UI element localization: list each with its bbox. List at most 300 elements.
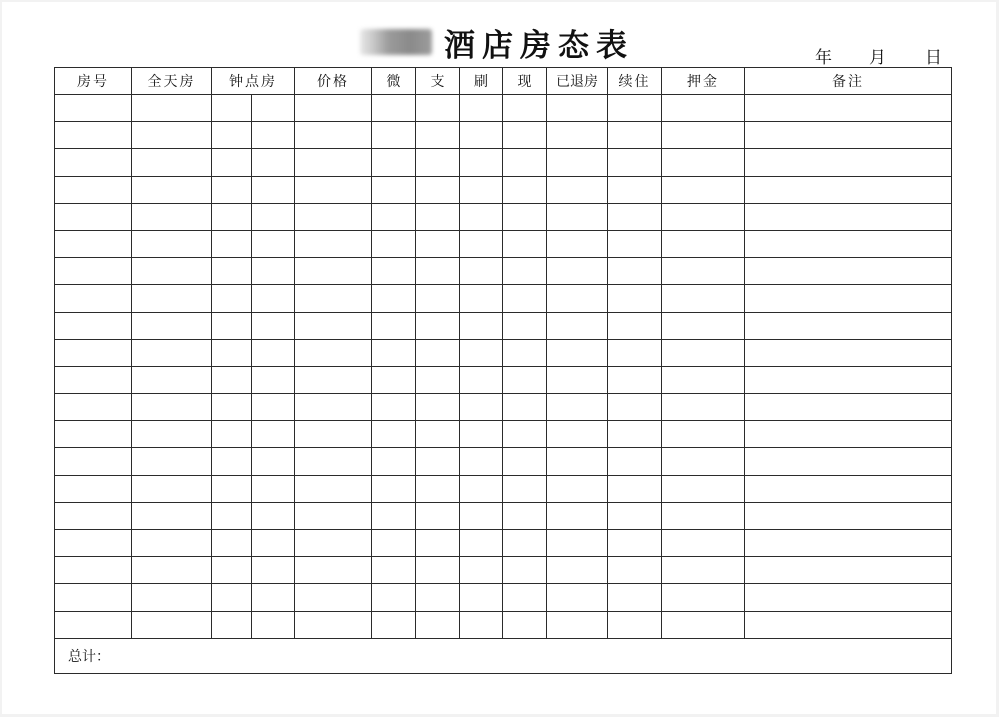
- hourly-cell-b[interactable]: [252, 475, 295, 502]
- hourly-cell-a[interactable]: [212, 394, 252, 421]
- hourly-cell-b[interactable]: [252, 611, 295, 638]
- card-cell[interactable]: [460, 203, 503, 230]
- table-row: [55, 421, 952, 448]
- full-day-cell[interactable]: [132, 530, 212, 557]
- extend-stay-cell[interactable]: [608, 95, 662, 122]
- remarks-cell[interactable]: [745, 584, 952, 611]
- room-number-cell[interactable]: [55, 530, 132, 557]
- extend-stay-cell[interactable]: [608, 394, 662, 421]
- hourly-cell-b[interactable]: [252, 176, 295, 203]
- alipay-cell[interactable]: [416, 258, 460, 285]
- remarks-cell[interactable]: [745, 421, 952, 448]
- extend-stay-cell[interactable]: [608, 230, 662, 257]
- deposit-cell[interactable]: [662, 394, 745, 421]
- hourly-cell-a[interactable]: [212, 339, 252, 366]
- extend-stay-cell[interactable]: [608, 611, 662, 638]
- checked-out-cell[interactable]: [547, 394, 608, 421]
- table-row: [55, 258, 952, 285]
- date-line: [812, 43, 952, 68]
- header-cash: [503, 68, 547, 95]
- deposit-cell[interactable]: [662, 149, 745, 176]
- full-day-cell[interactable]: [132, 203, 212, 230]
- hourly-cell-a[interactable]: [212, 366, 252, 393]
- table-body: [55, 95, 952, 674]
- alipay-cell[interactable]: [416, 448, 460, 475]
- checked-out-cell[interactable]: [547, 448, 608, 475]
- full-day-cell[interactable]: [132, 176, 212, 203]
- hourly-cell-a[interactable]: [212, 312, 252, 339]
- wechat-cell[interactable]: [372, 95, 416, 122]
- deposit-cell[interactable]: [662, 95, 745, 122]
- cash-cell[interactable]: [503, 312, 547, 339]
- hourly-cell-a[interactable]: [212, 584, 252, 611]
- hourly-cell-a[interactable]: [212, 448, 252, 475]
- full-day-cell[interactable]: [132, 394, 212, 421]
- extend-stay-cell[interactable]: [608, 475, 662, 502]
- cash-cell[interactable]: [503, 475, 547, 502]
- alipay-cell[interactable]: [416, 339, 460, 366]
- full-day-cell[interactable]: [132, 611, 212, 638]
- alipay-cell[interactable]: [416, 203, 460, 230]
- extend-stay-cell[interactable]: [608, 122, 662, 149]
- hourly-cell-a[interactable]: [212, 530, 252, 557]
- full-day-cell[interactable]: [132, 285, 212, 312]
- table-row: [55, 230, 952, 257]
- header-price-label: 价格: [317, 74, 349, 90]
- card-cell[interactable]: [460, 285, 503, 312]
- table-row: [55, 557, 952, 584]
- alipay-cell[interactable]: [416, 394, 460, 421]
- full-day-cell[interactable]: [132, 230, 212, 257]
- header-extend-stay-label: 续住: [618, 74, 651, 90]
- hourly-cell-b[interactable]: [252, 312, 295, 339]
- full-day-cell[interactable]: [132, 366, 212, 393]
- checked-out-cell[interactable]: [547, 258, 608, 285]
- deposit-cell[interactable]: [662, 530, 745, 557]
- wechat-cell[interactable]: [372, 230, 416, 257]
- room-number-cell[interactable]: [55, 366, 132, 393]
- card-cell[interactable]: [460, 394, 503, 421]
- room-number-cell[interactable]: [55, 339, 132, 366]
- alipay-cell[interactable]: [416, 149, 460, 176]
- card-cell[interactable]: [460, 230, 503, 257]
- wechat-cell[interactable]: [372, 530, 416, 557]
- price-cell[interactable]: [295, 448, 372, 475]
- room-number-cell[interactable]: [55, 475, 132, 502]
- extend-stay-cell[interactable]: [608, 584, 662, 611]
- price-cell[interactable]: [295, 122, 372, 149]
- hourly-cell-b[interactable]: [252, 95, 295, 122]
- total-label: 总计：: [68, 648, 110, 665]
- checked-out-cell[interactable]: [547, 285, 608, 312]
- title-area: [360, 20, 634, 64]
- hourly-cell-a[interactable]: [212, 611, 252, 638]
- deposit-cell[interactable]: [662, 421, 745, 448]
- price-cell[interactable]: [295, 394, 372, 421]
- date-year-label: 年: [815, 48, 832, 68]
- wechat-cell[interactable]: [372, 149, 416, 176]
- hourly-cell-b[interactable]: [252, 366, 295, 393]
- card-cell[interactable]: [460, 339, 503, 366]
- alipay-cell[interactable]: [416, 95, 460, 122]
- remarks-cell[interactable]: [745, 502, 952, 529]
- full-day-cell[interactable]: [132, 502, 212, 529]
- cash-cell[interactable]: [503, 230, 547, 257]
- extend-stay-cell[interactable]: [608, 530, 662, 557]
- card-cell[interactable]: [460, 584, 503, 611]
- room-status-table: [54, 67, 952, 674]
- room-number-cell[interactable]: [55, 149, 132, 176]
- card-cell[interactable]: [460, 530, 503, 557]
- checked-out-cell[interactable]: [547, 584, 608, 611]
- hourly-cell-a[interactable]: [212, 421, 252, 448]
- total-cell[interactable]: [55, 638, 952, 673]
- card-cell[interactable]: [460, 122, 503, 149]
- table-row: [55, 203, 952, 230]
- header-hourly-room-label: 钟点房: [229, 74, 277, 90]
- full-day-cell[interactable]: [132, 557, 212, 584]
- full-day-cell[interactable]: [132, 95, 212, 122]
- hourly-cell-b[interactable]: [252, 530, 295, 557]
- hourly-cell-b[interactable]: [252, 448, 295, 475]
- checked-out-cell[interactable]: [547, 502, 608, 529]
- remarks-cell[interactable]: [745, 285, 952, 312]
- checked-out-cell[interactable]: [547, 230, 608, 257]
- cash-cell[interactable]: [503, 611, 547, 638]
- cash-cell[interactable]: [503, 203, 547, 230]
- header-alipay-label: 支: [430, 74, 445, 90]
- cash-cell[interactable]: [503, 448, 547, 475]
- hourly-cell-a[interactable]: [212, 258, 252, 285]
- header-remarks-label: 备注: [832, 74, 864, 90]
- price-cell[interactable]: [295, 312, 372, 339]
- table-row: [55, 339, 952, 366]
- room-number-cell[interactable]: [55, 285, 132, 312]
- remarks-cell[interactable]: [745, 611, 952, 638]
- room-number-cell[interactable]: [55, 421, 132, 448]
- table-row: [55, 122, 952, 149]
- price-cell[interactable]: [295, 203, 372, 230]
- deposit-cell[interactable]: [662, 258, 745, 285]
- full-day-cell[interactable]: [132, 339, 212, 366]
- extend-stay-cell[interactable]: [608, 421, 662, 448]
- room-number-cell[interactable]: [55, 230, 132, 257]
- checked-out-cell[interactable]: [547, 312, 608, 339]
- date-month-label: 月: [869, 48, 886, 68]
- alipay-cell[interactable]: [416, 176, 460, 203]
- cash-cell[interactable]: [503, 502, 547, 529]
- deposit-cell[interactable]: [662, 366, 745, 393]
- checked-out-cell[interactable]: [547, 95, 608, 122]
- hourly-cell-b[interactable]: [252, 203, 295, 230]
- cash-cell[interactable]: [503, 176, 547, 203]
- card-cell[interactable]: [460, 421, 503, 448]
- hourly-cell-b[interactable]: [252, 258, 295, 285]
- deposit-cell[interactable]: [662, 285, 745, 312]
- remarks-cell[interactable]: [745, 176, 952, 203]
- hourly-cell-b[interactable]: [252, 557, 295, 584]
- full-day-cell[interactable]: [132, 258, 212, 285]
- hourly-cell-a[interactable]: [212, 203, 252, 230]
- wechat-cell[interactable]: [372, 203, 416, 230]
- header-cash-label: 现: [517, 74, 532, 90]
- full-day-cell[interactable]: [132, 584, 212, 611]
- header-deposit: [662, 68, 745, 95]
- hourly-cell-a[interactable]: [212, 122, 252, 149]
- cash-cell[interactable]: [503, 584, 547, 611]
- price-cell[interactable]: [295, 339, 372, 366]
- checked-out-cell[interactable]: [547, 530, 608, 557]
- alipay-cell[interactable]: [416, 475, 460, 502]
- room-number-cell[interactable]: [55, 394, 132, 421]
- header-room-number-label: 房号: [77, 74, 109, 90]
- cash-cell[interactable]: [503, 421, 547, 448]
- deposit-cell[interactable]: [662, 611, 745, 638]
- wechat-cell[interactable]: [372, 176, 416, 203]
- remarks-cell[interactable]: [745, 557, 952, 584]
- price-cell[interactable]: [295, 530, 372, 557]
- price-cell[interactable]: [295, 611, 372, 638]
- wechat-cell[interactable]: [372, 611, 416, 638]
- checked-out-cell[interactable]: [547, 611, 608, 638]
- alipay-cell[interactable]: [416, 557, 460, 584]
- cash-cell[interactable]: [503, 366, 547, 393]
- remarks-cell[interactable]: [745, 149, 952, 176]
- remarks-cell[interactable]: [745, 95, 952, 122]
- cash-cell[interactable]: [503, 122, 547, 149]
- alipay-cell[interactable]: [416, 502, 460, 529]
- remarks-cell[interactable]: [745, 394, 952, 421]
- card-cell[interactable]: [460, 475, 503, 502]
- hourly-cell-b[interactable]: [252, 149, 295, 176]
- room-number-cell[interactable]: [55, 584, 132, 611]
- remarks-cell[interactable]: [745, 530, 952, 557]
- checked-out-cell[interactable]: [547, 122, 608, 149]
- extend-stay-cell[interactable]: [608, 502, 662, 529]
- price-cell[interactable]: [295, 230, 372, 257]
- deposit-cell[interactable]: [662, 176, 745, 203]
- extend-stay-cell[interactable]: [608, 285, 662, 312]
- checked-out-cell[interactable]: [547, 176, 608, 203]
- alipay-cell[interactable]: [416, 584, 460, 611]
- hourly-cell-b[interactable]: [252, 584, 295, 611]
- cash-cell[interactable]: [503, 394, 547, 421]
- alipay-cell[interactable]: [416, 611, 460, 638]
- wechat-cell[interactable]: [372, 285, 416, 312]
- alipay-cell[interactable]: [416, 530, 460, 557]
- wechat-cell[interactable]: [372, 557, 416, 584]
- deposit-cell[interactable]: [662, 339, 745, 366]
- full-day-cell[interactable]: [132, 312, 212, 339]
- checked-out-cell[interactable]: [547, 421, 608, 448]
- wechat-cell[interactable]: [372, 394, 416, 421]
- room-number-cell[interactable]: [55, 611, 132, 638]
- table-row: [55, 448, 952, 475]
- price-cell[interactable]: [295, 95, 372, 122]
- hourly-cell-a[interactable]: [212, 149, 252, 176]
- card-cell[interactable]: [460, 557, 503, 584]
- card-cell[interactable]: [460, 312, 503, 339]
- wechat-cell[interactable]: [372, 584, 416, 611]
- extend-stay-cell[interactable]: [608, 149, 662, 176]
- deposit-cell[interactable]: [662, 448, 745, 475]
- deposit-cell[interactable]: [662, 584, 745, 611]
- price-cell[interactable]: [295, 475, 372, 502]
- price-cell[interactable]: [295, 176, 372, 203]
- redacted-hotel-name: [360, 29, 432, 55]
- form-title: 酒店房态表: [444, 27, 634, 64]
- date-day-label: 日: [925, 48, 942, 68]
- remarks-cell[interactable]: [745, 122, 952, 149]
- checked-out-cell[interactable]: [547, 557, 608, 584]
- card-cell[interactable]: [460, 176, 503, 203]
- checked-out-cell[interactable]: [547, 339, 608, 366]
- hourly-cell-b[interactable]: [252, 230, 295, 257]
- remarks-cell[interactable]: [745, 312, 952, 339]
- alipay-cell[interactable]: [416, 285, 460, 312]
- alipay-cell[interactable]: [416, 366, 460, 393]
- room-number-cell[interactable]: [55, 95, 132, 122]
- extend-stay-cell[interactable]: [608, 366, 662, 393]
- hourly-cell-a[interactable]: [212, 502, 252, 529]
- card-cell[interactable]: [460, 258, 503, 285]
- price-cell[interactable]: [295, 421, 372, 448]
- full-day-cell[interactable]: [132, 475, 212, 502]
- deposit-cell[interactable]: [662, 502, 745, 529]
- extend-stay-cell[interactable]: [608, 448, 662, 475]
- cash-cell[interactable]: [503, 530, 547, 557]
- hourly-cell-b[interactable]: [252, 502, 295, 529]
- cash-cell[interactable]: [503, 149, 547, 176]
- wechat-cell[interactable]: [372, 366, 416, 393]
- deposit-cell[interactable]: [662, 203, 745, 230]
- wechat-cell[interactable]: [372, 339, 416, 366]
- room-number-cell[interactable]: [55, 122, 132, 149]
- remarks-cell[interactable]: [745, 475, 952, 502]
- price-cell[interactable]: [295, 584, 372, 611]
- extend-stay-cell[interactable]: [608, 557, 662, 584]
- price-cell[interactable]: [295, 149, 372, 176]
- hourly-cell-a[interactable]: [212, 230, 252, 257]
- hourly-cell-b[interactable]: [252, 122, 295, 149]
- full-day-cell[interactable]: [132, 421, 212, 448]
- room-number-cell[interactable]: [55, 557, 132, 584]
- card-cell[interactable]: [460, 448, 503, 475]
- checked-out-cell[interactable]: [547, 366, 608, 393]
- table-row: [55, 366, 952, 393]
- remarks-cell[interactable]: [745, 339, 952, 366]
- extend-stay-cell[interactable]: [608, 176, 662, 203]
- checked-out-cell[interactable]: [547, 475, 608, 502]
- hourly-cell-b[interactable]: [252, 394, 295, 421]
- cash-cell[interactable]: [503, 258, 547, 285]
- price-cell[interactable]: [295, 258, 372, 285]
- remarks-cell[interactable]: [745, 258, 952, 285]
- alipay-cell[interactable]: [416, 122, 460, 149]
- remarks-cell[interactable]: [745, 448, 952, 475]
- extend-stay-cell[interactable]: [608, 339, 662, 366]
- header-deposit-label: 押金: [687, 74, 719, 90]
- header-wechat-label: 微: [386, 74, 401, 90]
- extend-stay-cell[interactable]: [608, 203, 662, 230]
- price-cell[interactable]: [295, 366, 372, 393]
- hourly-cell-a[interactable]: [212, 475, 252, 502]
- extend-stay-cell[interactable]: [608, 312, 662, 339]
- wechat-cell[interactable]: [372, 448, 416, 475]
- table-row: [55, 584, 952, 611]
- wechat-cell[interactable]: [372, 122, 416, 149]
- card-cell[interactable]: [460, 149, 503, 176]
- wechat-cell[interactable]: [372, 502, 416, 529]
- room-number-cell[interactable]: [55, 176, 132, 203]
- deposit-cell[interactable]: [662, 122, 745, 149]
- cash-cell[interactable]: [503, 285, 547, 312]
- table-row: [55, 95, 952, 122]
- checked-out-cell[interactable]: [547, 149, 608, 176]
- remarks-cell[interactable]: [745, 203, 952, 230]
- table-row: [55, 530, 952, 557]
- card-cell[interactable]: [460, 95, 503, 122]
- wechat-cell[interactable]: [372, 258, 416, 285]
- cash-cell[interactable]: [503, 339, 547, 366]
- price-cell[interactable]: [295, 502, 372, 529]
- deposit-cell[interactable]: [662, 312, 745, 339]
- deposit-cell[interactable]: [662, 230, 745, 257]
- header-price: [295, 68, 372, 95]
- hourly-cell-a[interactable]: [212, 95, 252, 122]
- deposit-cell[interactable]: [662, 475, 745, 502]
- header-full-day-room: [132, 68, 212, 95]
- extend-stay-cell[interactable]: [608, 258, 662, 285]
- hourly-cell-a[interactable]: [212, 285, 252, 312]
- header-checked-out-label: 已退房: [556, 74, 598, 90]
- full-day-cell[interactable]: [132, 149, 212, 176]
- wechat-cell[interactable]: [372, 312, 416, 339]
- hourly-cell-b[interactable]: [252, 339, 295, 366]
- alipay-cell[interactable]: [416, 421, 460, 448]
- table-row: [55, 149, 952, 176]
- remarks-cell[interactable]: [745, 366, 952, 393]
- total-row: [55, 638, 952, 673]
- full-day-cell[interactable]: [132, 448, 212, 475]
- room-number-cell[interactable]: [55, 312, 132, 339]
- header-room-number: [55, 68, 132, 95]
- room-number-cell[interactable]: [55, 203, 132, 230]
- checked-out-cell[interactable]: [547, 203, 608, 230]
- deposit-cell[interactable]: [662, 557, 745, 584]
- card-cell[interactable]: [460, 366, 503, 393]
- room-number-cell[interactable]: [55, 502, 132, 529]
- alipay-cell[interactable]: [416, 312, 460, 339]
- card-cell[interactable]: [460, 502, 503, 529]
- remarks-cell[interactable]: [745, 230, 952, 257]
- price-cell[interactable]: [295, 557, 372, 584]
- room-number-cell[interactable]: [55, 448, 132, 475]
- hourly-cell-a[interactable]: [212, 176, 252, 203]
- price-cell[interactable]: [295, 285, 372, 312]
- wechat-cell[interactable]: [372, 475, 416, 502]
- full-day-cell[interactable]: [132, 122, 212, 149]
- hourly-cell-b[interactable]: [252, 421, 295, 448]
- hourly-cell-b[interactable]: [252, 285, 295, 312]
- card-cell[interactable]: [460, 611, 503, 638]
- alipay-cell[interactable]: [416, 230, 460, 257]
- cash-cell[interactable]: [503, 95, 547, 122]
- room-number-cell[interactable]: [55, 258, 132, 285]
- cash-cell[interactable]: [503, 557, 547, 584]
- wechat-cell[interactable]: [372, 421, 416, 448]
- hourly-cell-a[interactable]: [212, 557, 252, 584]
